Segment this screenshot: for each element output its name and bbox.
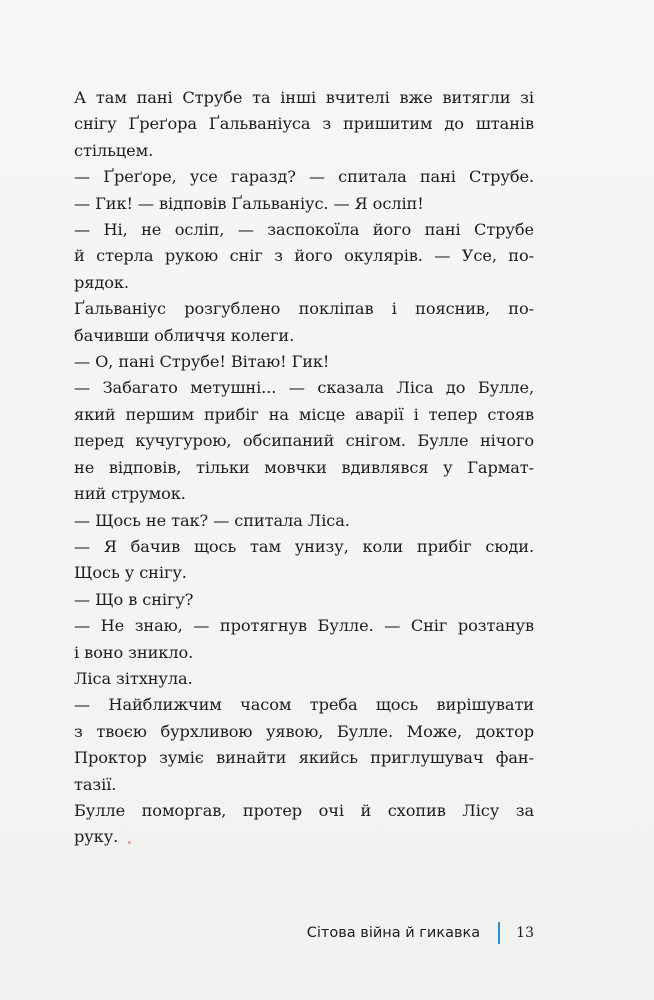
text-line: Проктор зуміє винайти якийсь приглушувач фан- bbox=[74, 748, 534, 768]
running-footer bbox=[307, 918, 534, 948]
text-line: перед кучугурою, обсипаний снігом. Булле нічого bbox=[74, 431, 534, 451]
text-line: рядок. bbox=[74, 272, 129, 292]
text-line: — Найближчим часом треба щось вирішувати bbox=[74, 695, 534, 715]
text-line: ний струмок. bbox=[74, 484, 186, 504]
end-mark-icon: ˛ bbox=[126, 830, 133, 846]
text-line: — Ґреґоре, усе гаразд? — спитала пані Струбе. bbox=[74, 167, 534, 187]
body-text bbox=[74, 85, 534, 852]
text-line: — Я бачив щось там унизу, коли прибіг сюди. bbox=[74, 536, 534, 556]
text-line: — Забагато метушні... — сказала Ліса до Булле, bbox=[74, 378, 534, 398]
text-line: з твоєю бурхливою уявою, Булле. Може, доктор bbox=[74, 721, 534, 741]
text-line-last bbox=[74, 824, 534, 851]
text-line: який першим прибіг на місце аварії і тепер стояв bbox=[74, 404, 534, 424]
text-line: Булле поморгав, протер очі й схопив Лісу за bbox=[74, 800, 534, 820]
text-line: Ґальваніус розгублено покліпав і пояснив, по- bbox=[74, 299, 534, 319]
text-line: тазії. bbox=[74, 774, 117, 794]
text-line: Ліса зітхнула. bbox=[74, 668, 193, 688]
text-line: — О, пані Струбе! Вітаю! Гик! bbox=[74, 352, 330, 372]
text-line: не відповів, тільки мовчки вдивлявся у Гармат- bbox=[74, 457, 534, 477]
text-line-last-content: руку. bbox=[74, 827, 119, 847]
chapter-title: Сітова війна й гикавка bbox=[306, 925, 481, 941]
text-line: А там пані Струбе та інші вчителі вже витягли зі bbox=[74, 88, 534, 107]
text-line: і воно зникло. bbox=[74, 642, 194, 662]
footer-separator bbox=[498, 922, 500, 944]
text-line: Щось у снігу. bbox=[74, 563, 187, 583]
text-line: — Ні, не осліп, — заспокоїла його пані Струбе bbox=[74, 220, 534, 240]
text-line: бачивши обличчя колеги. bbox=[74, 325, 295, 345]
text-line: — Гик! — відповів Ґальваніус. — Я осліп! bbox=[74, 193, 424, 213]
text-line: — Не знаю, — протягнув Булле. — Сніг розтанув bbox=[74, 616, 534, 636]
text-line: — Щось не так? — спитала Ліса. bbox=[74, 510, 350, 530]
text-line: й стерла рукою сніг з його окулярів. — Усе, по- bbox=[74, 246, 534, 266]
text-line: стільцем. bbox=[74, 140, 154, 160]
text-line: снігу Ґреґора Ґальваніуса з пришитим до штанів bbox=[74, 114, 534, 134]
text-line: — Що в снігу? bbox=[74, 589, 194, 609]
page-number: 13 bbox=[516, 925, 534, 941]
